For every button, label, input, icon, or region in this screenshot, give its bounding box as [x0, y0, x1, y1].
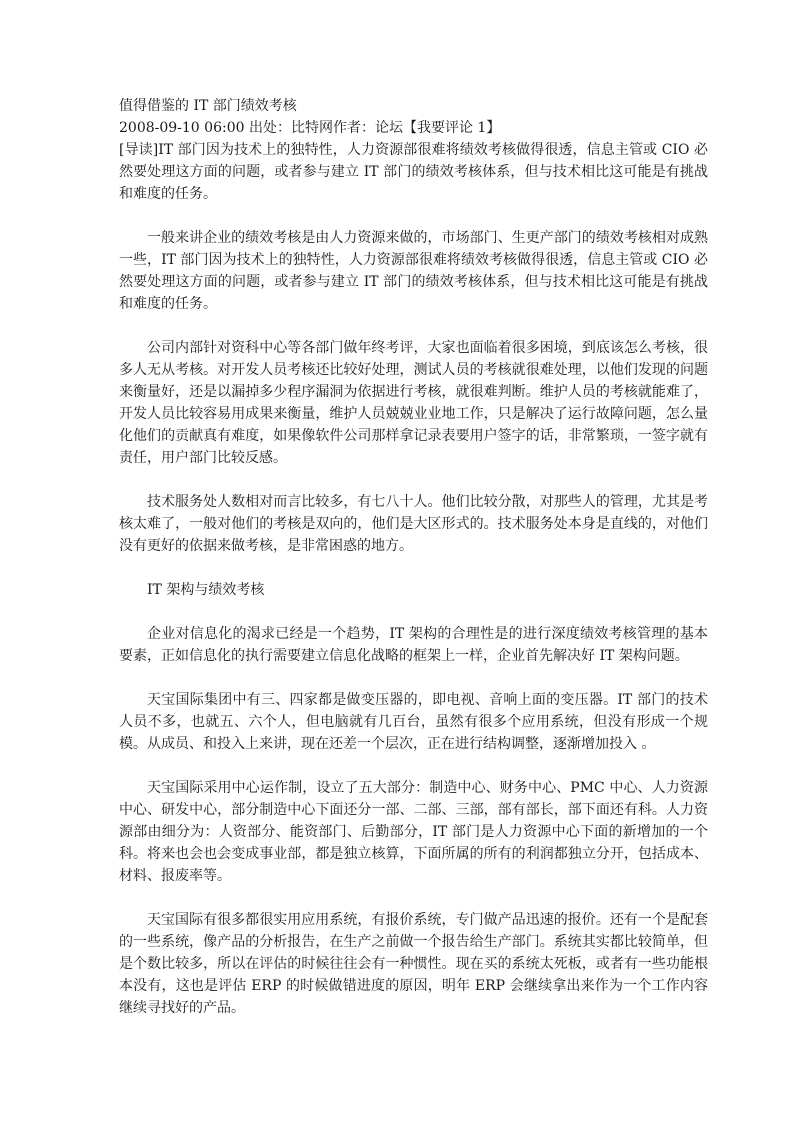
- spacer: [119, 667, 708, 689]
- spacer: [119, 887, 708, 909]
- paragraph-7: 天宝国际有很多都很实用应用系统，有报价系统，专门做产品迅速的报价。还有一个是配套的一些系统，像产品的分析报告，在生产之前做一个报告给生产部门。系统其实都比较简单，但是个数比较多，所以在评估的时候往往会有一种惯性。现在买的系统太死板，或者有一些功能根本没有，这也是评估 ERP 的时候做错进度的原因，明年 ERP 会继续拿出来作为一个工作内容继续寻找好的产品。: [119, 912, 708, 1016]
- spacer: [119, 601, 708, 623]
- paragraph-5: 天宝国际集团中有三、四家都是做变压器的，即电视、音响上面的变压器。IT 部门的技术人员不多，也就五、六个人，但电脑就有几百台，虽然有很多个应用系统，但没有形成一个规模。从成员、和投入上来讲，现在还差一个层次，正在进行结构调整，逐渐增加投入 。: [119, 692, 708, 752]
- article-title: 值得借鉴的 IT 部门绩效考核: [119, 98, 297, 114]
- paragraph-2: 公司内部针对资科中心等各部门做年终考评，大家也面临着很多困境，到底该怎么考核，很多人无从考核。对开发人员考核还比较好处理，测试人员的考核就很难处理，以他们发现的问题来衡量好，还是以漏掉多少程序漏洞为依据进行考核，就很难判断。维护人员的考核就能难了，开发人员比较容易用成果来衡量，维护人员兢兢业业地工作，只是解决了运行故障问题，怎么量化他们的贡献真有难度，如果像软件公司那样拿记录表要用户签字的话，非常繁琐，一签字就有责任，用户部门比较反感。: [119, 340, 708, 466]
- article-intro: [导读]IT 部门因为技术上的独特性，人力资源部很难将绩效考核做得很透，信息主管或 CIO 必然要处理这方面的问题，或者参与建立 IT 部门的绩效考核体系，但与技术相比这可能是有挑战和难度的任务。: [119, 142, 708, 202]
- section-heading: IT 架构与绩效考核: [147, 582, 265, 598]
- spacer: [119, 469, 708, 491]
- paragraph-6: 天宝国际采用中心运作制，设立了五大部分：制造中心、财务中心、PMC 中心、人力资源中心、研发中心，部分制造中心下面还分一部、二部、三部，部有部长，部下面还有科。人力资源部由细分为：人资部分、能资部门、后勤部分，IT 部门是人力资源中心下面的新增加的一个科。将来也会也会变成事业部，都是独立核算，下面所属的所有的利润都独立分开，包括成本、材料、报废率等。: [119, 780, 708, 884]
- article-meta: 2008-09-10 06:00 出处：比特网作者：论坛【我要评论 1】: [119, 120, 501, 136]
- spacer: [119, 315, 708, 337]
- spacer: [119, 557, 708, 579]
- spacer: [119, 205, 708, 227]
- paragraph-1: 一般来讲企业的绩效考核是由人力资源来做的，市场部门、生更产部门的绩效考核相对成熟一些，IT 部门因为技术上的独特性，人力资源部很难将绩效考核做得很透，信息主管或 CIO 必然要处理这方面的问题，或者参与建立 IT 部门的绩效考核体系，但与技术相比这可能是有挑战和难度的任务。: [119, 230, 708, 312]
- paragraph-4: 企业对信息化的渴求已经是一个趋势，IT 架构的合理性是的进行深度绩效考核管理的基本要素，正如信息化的执行需要建立信息化战略的框架上一样，企业首先解决好 IT 架构问题。: [119, 626, 708, 664]
- spacer: [119, 755, 708, 777]
- article-header: [119, 95, 708, 139]
- paragraph-3: 技术服务处人数相对而言比较多，有七八十人。他们比较分散，对那些人的管理，尤其是考核太难了，一般对他们的考核是双向的，他们是大区形式的。技术服务处本身是直线的，对他们没有更好的依据来做考核，是非常困惑的地方。: [119, 494, 708, 554]
